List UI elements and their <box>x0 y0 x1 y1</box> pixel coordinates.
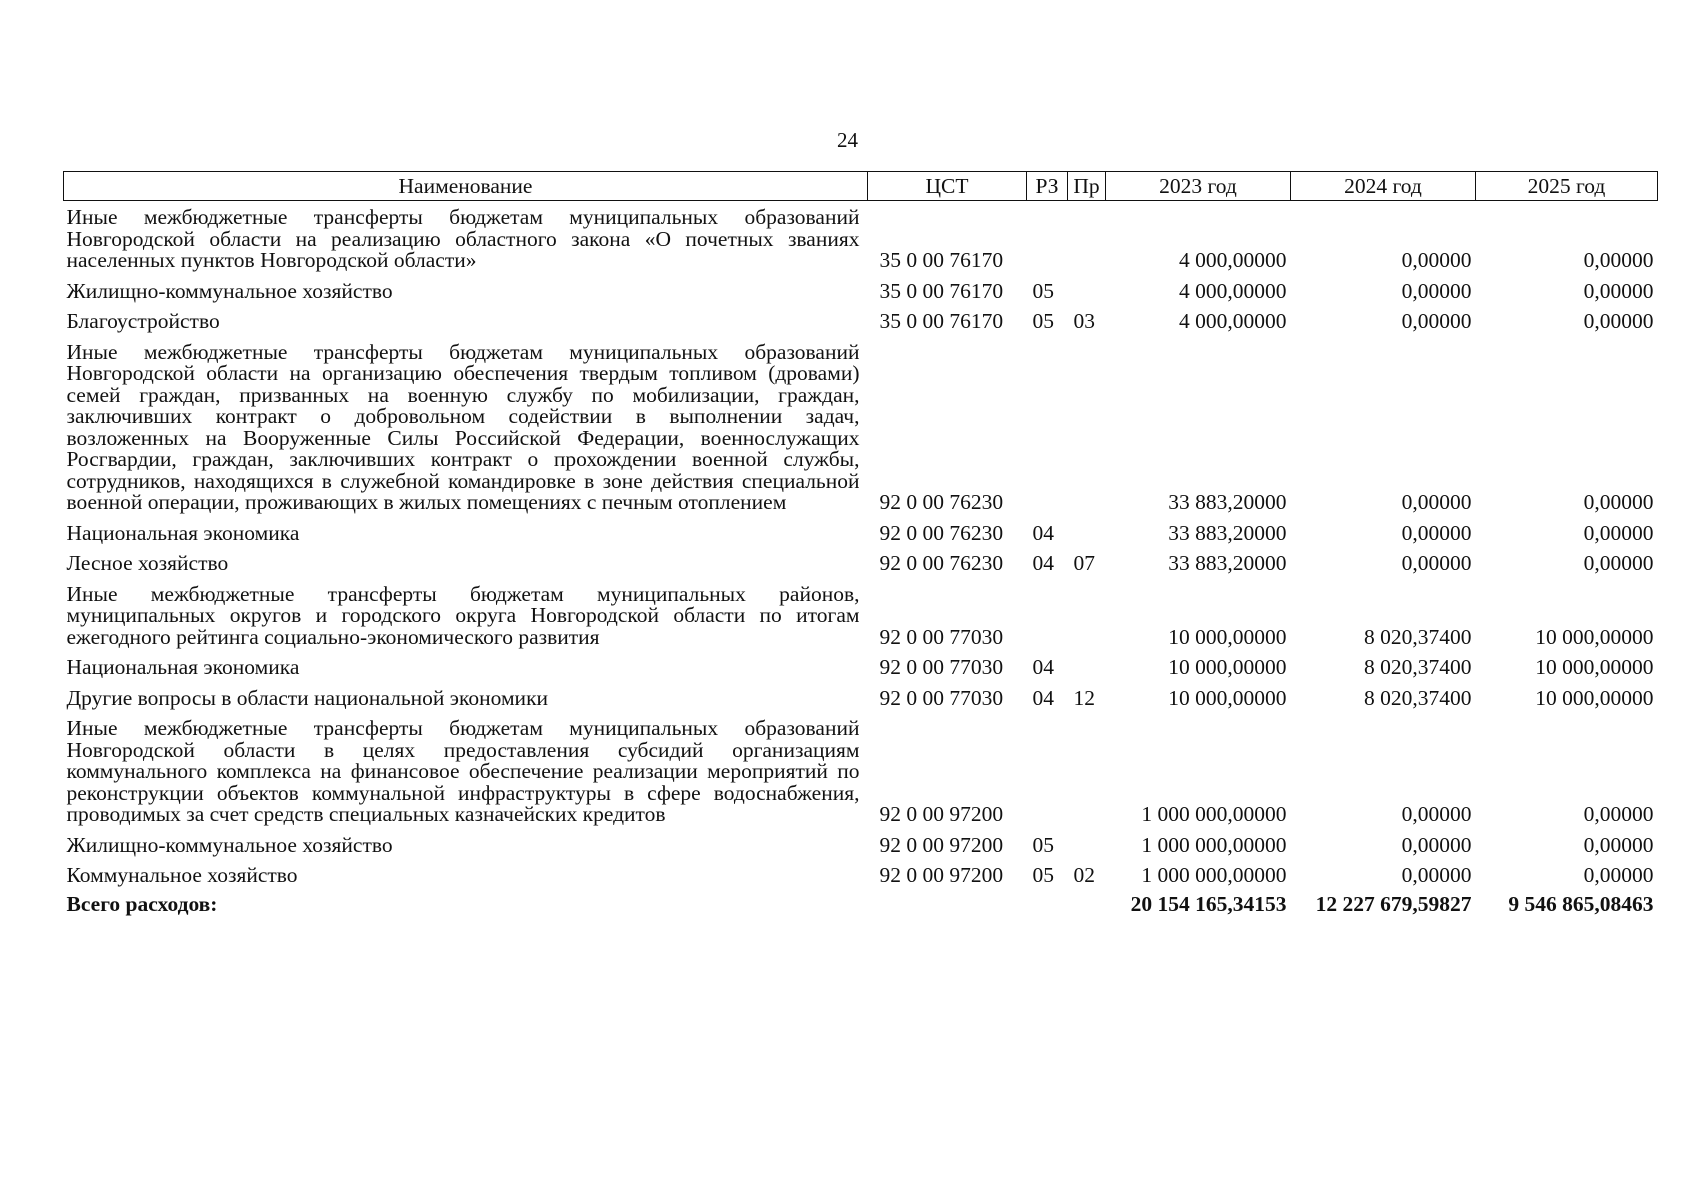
total-2025: 9 546 865,08463 <box>1508 891 1654 916</box>
total-row <box>64 890 1658 916</box>
row-2023: 10 000,00000 <box>1168 685 1287 710</box>
row-rz: 04 <box>1032 685 1054 710</box>
row-2024: 0,00000 <box>1401 490 1472 514</box>
row-name: Жилищно-коммунальное хозяйство <box>66 832 393 857</box>
row-2023: 33 883,20000 <box>1168 551 1287 575</box>
row-name: Другие вопросы в области национальной экономики <box>66 685 549 710</box>
row-rz: 05 <box>1032 832 1054 857</box>
row-pr: 02 <box>1073 863 1095 887</box>
row-pr <box>1068 275 1106 306</box>
row-2025: 0,00000 <box>1583 278 1654 303</box>
row-2024: 0,00000 <box>1401 863 1472 887</box>
table-row <box>64 336 1658 517</box>
row-2024: 0,00000 <box>1401 802 1472 826</box>
row-rz: 04 <box>1032 551 1054 575</box>
total-pr <box>1068 890 1106 916</box>
row-2024: 8 020,37400 <box>1364 624 1472 649</box>
row-name: Иные межбюджетные трансферты бюджетам муниципальных образований Новгородской области в целях предоставления субсидий организациям коммунального комплекса на финансовое обеспечение реализации мероприятий по реконструкции объектов коммунальной инфраструктуры в сфере водоснабжения, проводимых за счет средств специальных казначейских кредитов <box>66 716 860 826</box>
row-2025: 0,00000 <box>1583 520 1654 545</box>
table-row <box>64 712 1658 829</box>
row-2023: 4 000,00000 <box>1179 278 1287 303</box>
row-name: Коммунальное хозяйство <box>66 863 298 887</box>
row-2025: 0,00000 <box>1583 832 1654 857</box>
table-row <box>64 651 1658 682</box>
table-row <box>64 547 1658 578</box>
row-2023: 10 000,00000 <box>1168 624 1287 649</box>
table-row <box>64 578 1658 652</box>
row-2024: 0,00000 <box>1401 278 1472 303</box>
row-pr: 03 <box>1073 309 1095 333</box>
row-cst: 92 0 00 76230 <box>879 490 1004 514</box>
row-cst: 92 0 00 76230 <box>879 551 1004 575</box>
table-header <box>64 172 1658 201</box>
row-pr: 07 <box>1073 551 1095 575</box>
row-pr <box>1068 336 1106 517</box>
header-name: Наименование <box>64 172 868 201</box>
row-2023: 4 000,00000 <box>1179 248 1287 272</box>
row-name: Иные межбюджетные трансферты бюджетам муниципальных районов, муниципальных округов и городского округа Новгородской области по итогам ежегодного рейтинга социально-экономического развития <box>66 581 860 649</box>
row-name: Иные межбюджетные трансферты бюджетам муниципальных образований Новгородской области на организацию обеспечения твердым топливом (дровами) семей граждан, призванных на военную службу по мобилизации, граждан, заключивших контракт о добровольном содействии в выполнении задач, возложенных на Вооруженные Силы Российской Федерации, военнослужащих Росгвардии, граждан, заключивших контракт о прохождении военной службы, сотрудников, находящихся в служебной командировке в зоне действия специальной военной операции, проживающих в жилых помещениях с печным отоплением <box>66 339 860 514</box>
row-cst: 35 0 00 76170 <box>879 309 1004 333</box>
row-pr <box>1068 517 1106 548</box>
row-2024: 0,00000 <box>1401 551 1472 575</box>
row-pr <box>1068 712 1106 829</box>
row-rz <box>1027 578 1068 652</box>
row-name: Национальная экономика <box>66 520 300 545</box>
header-2023: 2023 год <box>1106 172 1291 201</box>
row-2024: 0,00000 <box>1401 248 1472 272</box>
row-cst: 35 0 00 76170 <box>879 278 1004 303</box>
row-2023: 1 000 000,00000 <box>1141 863 1287 887</box>
table-row <box>64 682 1658 713</box>
row-2023: 10 000,00000 <box>1168 655 1287 679</box>
table-row <box>64 201 1658 275</box>
row-cst: 92 0 00 97200 <box>879 802 1004 826</box>
row-2025: 10 000,00000 <box>1535 685 1654 710</box>
row-2023: 33 883,20000 <box>1168 490 1287 514</box>
row-rz <box>1027 712 1068 829</box>
total-label: Всего расходов: <box>66 891 218 916</box>
header-row <box>64 172 1658 201</box>
row-2025: 10 000,00000 <box>1535 655 1654 679</box>
row-pr <box>1068 201 1106 275</box>
header-2025: 2025 год <box>1476 172 1658 201</box>
row-2025: 0,00000 <box>1583 802 1654 826</box>
table-row <box>64 275 1658 306</box>
row-2023: 1 000 000,00000 <box>1141 802 1287 826</box>
row-2023: 1 000 000,00000 <box>1141 832 1287 857</box>
table-row <box>64 859 1658 890</box>
row-cst: 92 0 00 77030 <box>879 624 1004 649</box>
row-cst: 92 0 00 77030 <box>879 655 1004 679</box>
row-pr <box>1068 829 1106 860</box>
row-2025: 10 000,00000 <box>1535 624 1654 649</box>
row-rz: 05 <box>1032 278 1054 303</box>
header-cst: ЦСТ <box>868 172 1027 201</box>
total-2024: 12 227 679,59827 <box>1315 891 1472 916</box>
row-name: Благоустройство <box>66 309 220 333</box>
total-2023: 20 154 165,34153 <box>1130 891 1287 916</box>
table-row <box>64 305 1658 336</box>
row-pr: 12 <box>1073 685 1095 710</box>
row-2025: 0,00000 <box>1583 248 1654 272</box>
total-cst <box>868 890 1027 916</box>
budget-table <box>63 171 1658 915</box>
row-2023: 4 000,00000 <box>1179 309 1287 333</box>
row-pr <box>1068 651 1106 682</box>
header-pr: Пр <box>1068 172 1106 201</box>
row-rz: 05 <box>1032 309 1054 333</box>
row-cst: 92 0 00 97200 <box>879 832 1004 857</box>
row-rz <box>1027 336 1068 517</box>
row-name: Иные межбюджетные трансферты бюджетам муниципальных образований Новгородской области на реализацию областного закона «О почетных званиях населенных пунктов Новгородской области» <box>66 205 860 272</box>
row-2025: 0,00000 <box>1583 490 1654 514</box>
table-row <box>64 829 1658 860</box>
header-2024: 2024 год <box>1291 172 1476 201</box>
row-name: Национальная экономика <box>66 655 300 679</box>
row-2024: 8 020,37400 <box>1364 685 1472 710</box>
row-2024: 8 020,37400 <box>1364 655 1472 679</box>
row-2025: 0,00000 <box>1583 863 1654 887</box>
table-row <box>64 517 1658 548</box>
row-cst: 92 0 00 97200 <box>879 863 1004 887</box>
row-2024: 0,00000 <box>1401 309 1472 333</box>
row-2023: 33 883,20000 <box>1168 520 1287 545</box>
row-2024: 0,00000 <box>1401 832 1472 857</box>
row-rz <box>1027 201 1068 275</box>
page-number: 24 <box>837 128 858 152</box>
row-2024: 0,00000 <box>1401 520 1472 545</box>
row-name: Лесное хозяйство <box>66 551 229 575</box>
row-name: Жилищно-коммунальное хозяйство <box>66 278 393 303</box>
header-rz: РЗ <box>1027 172 1068 201</box>
row-rz: 05 <box>1032 863 1054 887</box>
table-body <box>64 201 1658 916</box>
row-2025: 0,00000 <box>1583 551 1654 575</box>
row-pr <box>1068 578 1106 652</box>
total-rz <box>1027 890 1068 916</box>
row-rz: 04 <box>1032 520 1054 545</box>
row-cst: 92 0 00 76230 <box>879 520 1004 545</box>
row-cst: 35 0 00 76170 <box>879 248 1004 272</box>
row-2025: 0,00000 <box>1583 309 1654 333</box>
row-cst: 92 0 00 77030 <box>879 685 1004 710</box>
row-rz: 04 <box>1032 655 1054 679</box>
